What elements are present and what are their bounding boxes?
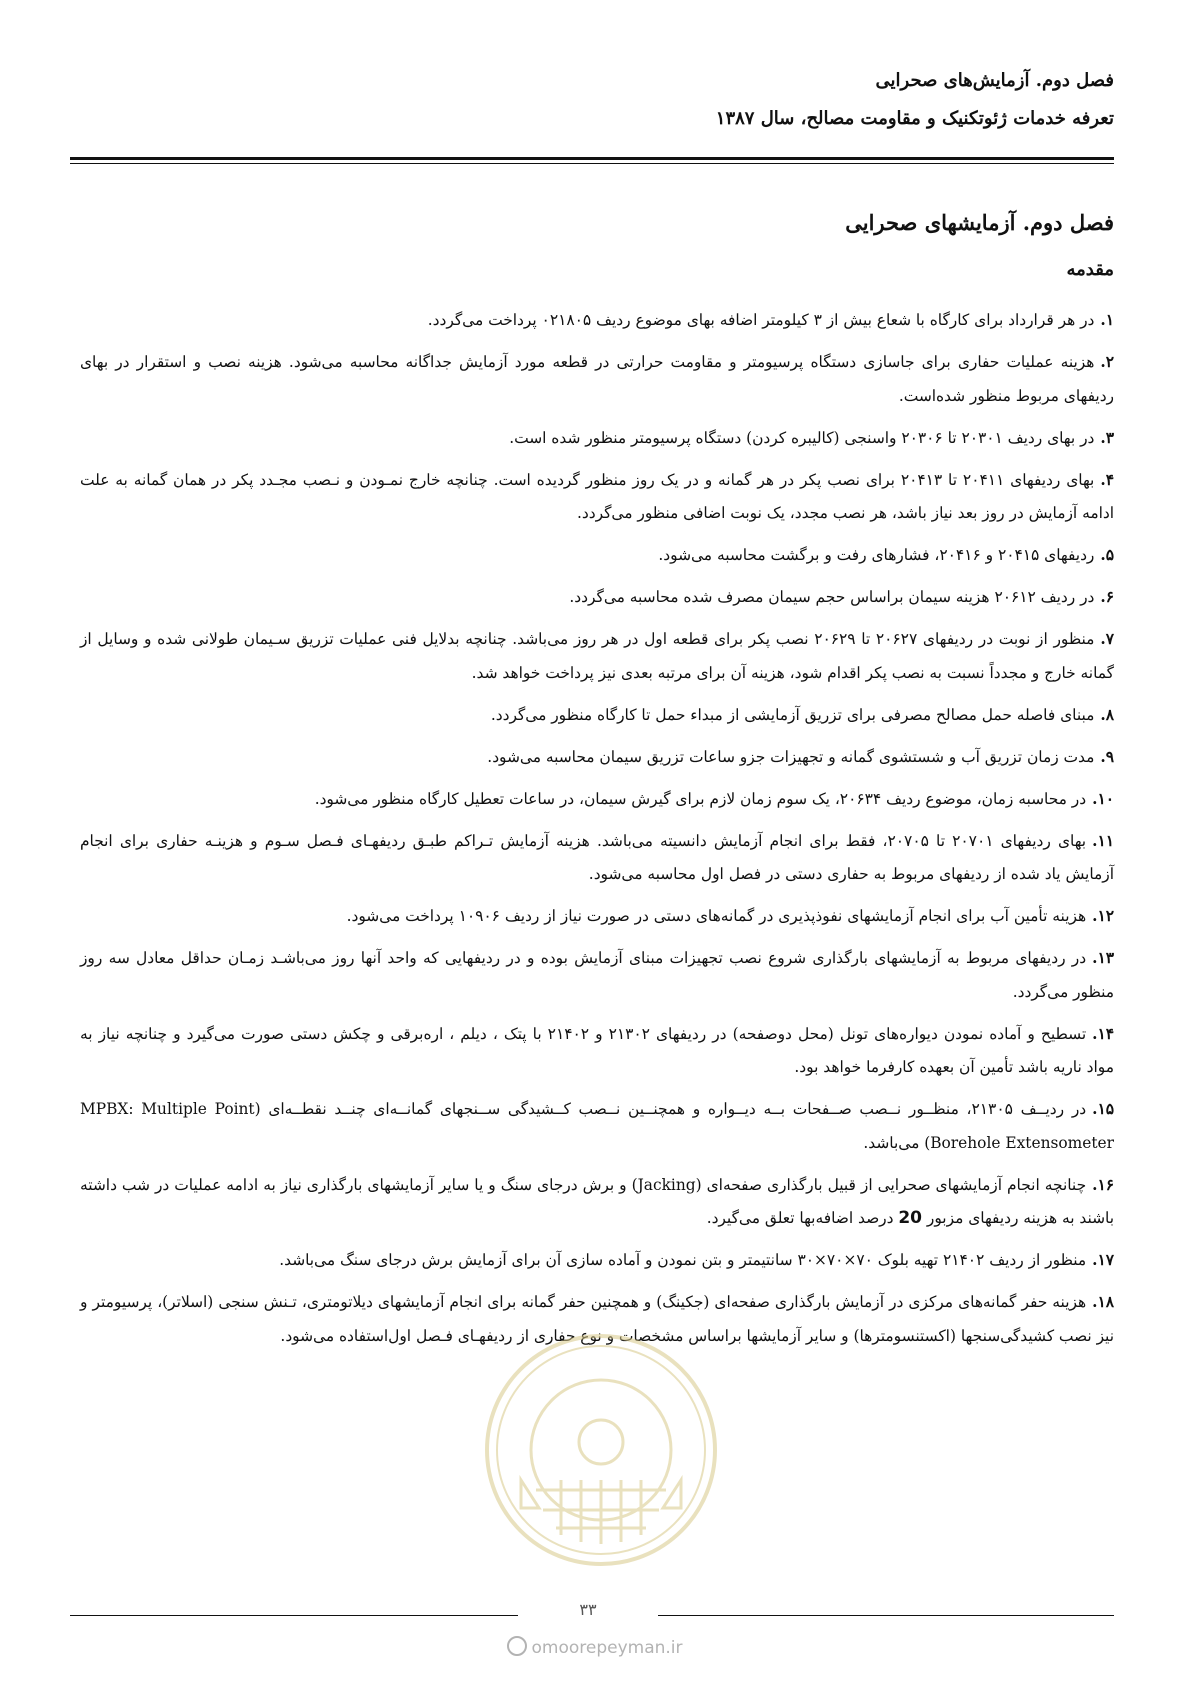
site-watermark (450, 1638, 740, 1658)
clause-item (80, 1169, 1114, 1236)
clause-number: ۳. (1100, 428, 1114, 447)
clause-item (80, 741, 1114, 775)
clause-number: ۱۸. (1092, 1293, 1114, 1311)
clause-text: هزینه تأمین آب برای انجام آزمایشهای نفوذپذیری در گمانه‌های دستی در صورت نیاز از ردیف ۱۰۹۰۶ پرداخت می‌شود. (346, 907, 1087, 925)
clause-item (80, 464, 1114, 531)
clause-text: در هر قرارداد برای کارگاه با شعاع بیش از ۳ کیلومتر اضافه بهای موضوع ردیف ۰۲۱۸۰۵ پرداخت می‌گردد. (427, 311, 1095, 329)
clause-text: بهای ردیفهای ۲۰۴۱۱ تا ۲۰۴۱۳ برای نصب پکر در هر گمانه و در یک روز منظور گردیده است. چنانچه خارج نمـودن و نـصب مجـدد پکر در همان گمانه به علت ادامه آزمایش در روز بعد نیاز باشد، هر نصب مجدد، یک نوبت اضافی منظور می‌گردد. (80, 470, 1114, 522)
header-rule-thin (70, 163, 1114, 164)
clause-number: ۱۳. (1092, 949, 1114, 967)
chapter-title: فصل دوم. آزمایشهای صحرایی (845, 210, 1114, 235)
clause-item (80, 539, 1114, 573)
clause-item (80, 900, 1114, 934)
clause-item (80, 346, 1114, 413)
clause-number: ۵. (1100, 546, 1114, 564)
clause-text: درصد اضافه‌بها تعلق می‌گیرد. (706, 1209, 894, 1227)
seal-watermark (481, 1330, 721, 1570)
clause-number: ۱۲. (1092, 907, 1114, 925)
clause-item (80, 942, 1114, 1009)
clause-text: منظور از نوبت در ردیفهای ۲۰۶۲۷ تا ۲۰۶۲۹ نصب پکر برای قطعه اول در هر روز می‌باشد. چنانچه بدلایل فنی عملیات تزریق سـیمان طولانی شده و وسایل از گمانه خارج و مجدداً نسبت به نصب پکر اقدام شود، هزینه آن برای مرتبه بعدی نیز پرداخت خواهد شد. (80, 630, 1114, 682)
clause-emphasis: 20 (898, 1208, 923, 1228)
clause-text: بهای ردیفهای ۲۰۷۰۱ تا ۲۰۷۰۵، فقط برای انجام آزمایش دانسیته می‌باشد. هزینه آزمایش تـراکم طبـق ردیفهـای فـصل سـوم و هزینـه حفاری برای انجام آزمایش یاد شده از ردیفهای مربوط به حفاری دستی در فصل اول محاسبه می‌شود. (80, 831, 1114, 883)
clause-item (80, 783, 1114, 817)
clause-number: ۴. (1100, 470, 1114, 489)
clause-text: تسطیح و آماده نمودن دیواره‌های تونل (محل دوصفحه) در ردیفهای ۲۱۳۰۲ و ۲۱۴۰۲ با پتک ، دیلم ، اره‌برقی و چکش دستی صورت می‌گیرد و چنانچه نیاز به مواد ناریه باشد تأمین آن بعهده کارفرما خواهد بود. (80, 1024, 1114, 1076)
section-title: مقدمه (1066, 259, 1114, 280)
clause-text: در محاسبه زمان، موضوع ردیف ۲۰۶۳۴، یک سوم زمان لازم برای گیرش سیمان، در ساعات تعطیل کارگاه منظور می‌شود. (314, 789, 1087, 808)
clause-text: چنانچه انجام آزمایشهای صحرایی از قبیل بارگذاری صفحه‌ای (Jacking) و برش درجای سنگ و یا سایر آزمایشهای بارگذاری نیاز به ادامه عملیات در شب داشته باشند به هزینه ردیفهای مزبور (80, 1175, 1114, 1227)
clause-number: ۱۶. (1092, 1175, 1114, 1194)
clause-item (80, 304, 1114, 338)
clause-text: در ردیفهای مربوط به آزمایشهای بارگذاری شروع نصب تجهیزات مبنای آزمایش بوده و در ردیفهایی که واحد آنها روز می‌باشـد زمـان حداقل معادل سه روز منظور می‌گردد. (80, 949, 1114, 1001)
clause-text: مدت زمان تزریق آب و شستشوی گمانه و تجهیزات جزو ساعات تزریق سیمان محاسبه می‌شود. (487, 747, 1095, 766)
running-head-chapter: فصل دوم. آزمایش‌های صحرایی (875, 70, 1114, 91)
clause-item (80, 699, 1114, 733)
at-icon (507, 1636, 527, 1656)
clause-number: ۱۱. (1092, 831, 1114, 850)
clause-text: در بهای ردیف ۲۰۳۰۱ تا ۲۰۳۰۶ واسنجی (کالیبره کردن) دستگاه پرسیومتر منظور شده است. (509, 428, 1095, 447)
clause-number: ۱۵. (1092, 1100, 1115, 1118)
clause-item (80, 581, 1114, 615)
running-head-title: تعرفه خدمات ژئوتکنیک و مقاومت مصالح، سال ۱۳۸۷ (715, 108, 1114, 129)
clause-text: در ردیــف ۲۱۳۰۵، منظــور نــصب صــفحات بــه دیــواره و همچنــین نــصب کــشیدگی ســنجهای گمانــه‌ای چنــد نقطــه‌ای (MPBX: Multiple Point Borehole Extensometer) می‌باشد. (80, 1100, 1114, 1152)
clause-number: ۱۷. (1092, 1251, 1114, 1269)
clause-text: هزینه حفر گمانه‌های مرکزی در آزمایش بارگذاری صفحه‌ای (جکینگ) و همچنین حفر گمانه برای انجام آزمایشهای دیلاتومتری، تـنش سنجی (اسلاتر)، پرسیومتر و نیز نصب کشیدگی‌سنجها (اکستنسومترها) و سایر آزمایشها براساس مشخصات و نوع حفاری از ردیفهـای فـصل اول‌استفاده می‌شود. (80, 1293, 1114, 1345)
clause-number: ۱۴. (1092, 1024, 1115, 1043)
clause-item (80, 825, 1114, 892)
clause-text: هزینه عملیات حفاری برای جاسازی دستگاه پرسیومتر و مقاومت حرارتی در قطعه مورد آزمایش جداگانه محاسبه می‌شود. هزینه نصب و استقرار در بهای ردیفهای مربوط منظور شده‌است. (80, 353, 1114, 405)
clause-item (80, 1093, 1114, 1160)
clause-text: در ردیف ۲۰۶۱۲ هزینه سیمان براساس حجم سیمان مصرف شده محاسبه می‌گردد. (569, 588, 1095, 606)
clause-item (80, 1244, 1114, 1278)
clause-number: ۱۰. (1092, 789, 1114, 808)
clause-item (80, 1018, 1114, 1085)
clause-number: ۱. (1100, 311, 1114, 329)
clause-text: مبنای فاصله حمل مصالح مصرفی برای تزریق آزمایشی از مبداء حمل تا کارگاه منظور می‌گردد. (490, 705, 1095, 724)
footer-rule-left (70, 1615, 518, 1616)
header-rule (70, 157, 1114, 160)
clause-number: ۸. (1100, 705, 1114, 724)
clause-number: ۲. (1100, 353, 1114, 371)
clause-item (80, 623, 1114, 690)
watermark-text: omoorepeyman.ir (531, 1638, 683, 1658)
clause-item (80, 422, 1114, 456)
clause-number: ۶. (1100, 588, 1114, 606)
clause-list (80, 304, 1114, 1362)
clause-number: ۷. (1100, 630, 1114, 648)
clause-text: ردیفهای ۲۰۴۱۵ و ۲۰۴۱۶، فشارهای رفت و برگشت محاسبه می‌شود. (658, 546, 1095, 564)
clause-text: منظور از ردیف ۲۱۴۰۲ تهیه بلوک ۷۰×۷۰×۳۰ سانتیمتر و بتن نمودن و آماده سازی آن برای آزمایش برش درجای سنگ می‌باشد. (279, 1251, 1087, 1269)
clause-number: ۹. (1100, 747, 1114, 766)
footer-rule-right (658, 1615, 1114, 1616)
page-number: ۳۳ (579, 1600, 597, 1619)
